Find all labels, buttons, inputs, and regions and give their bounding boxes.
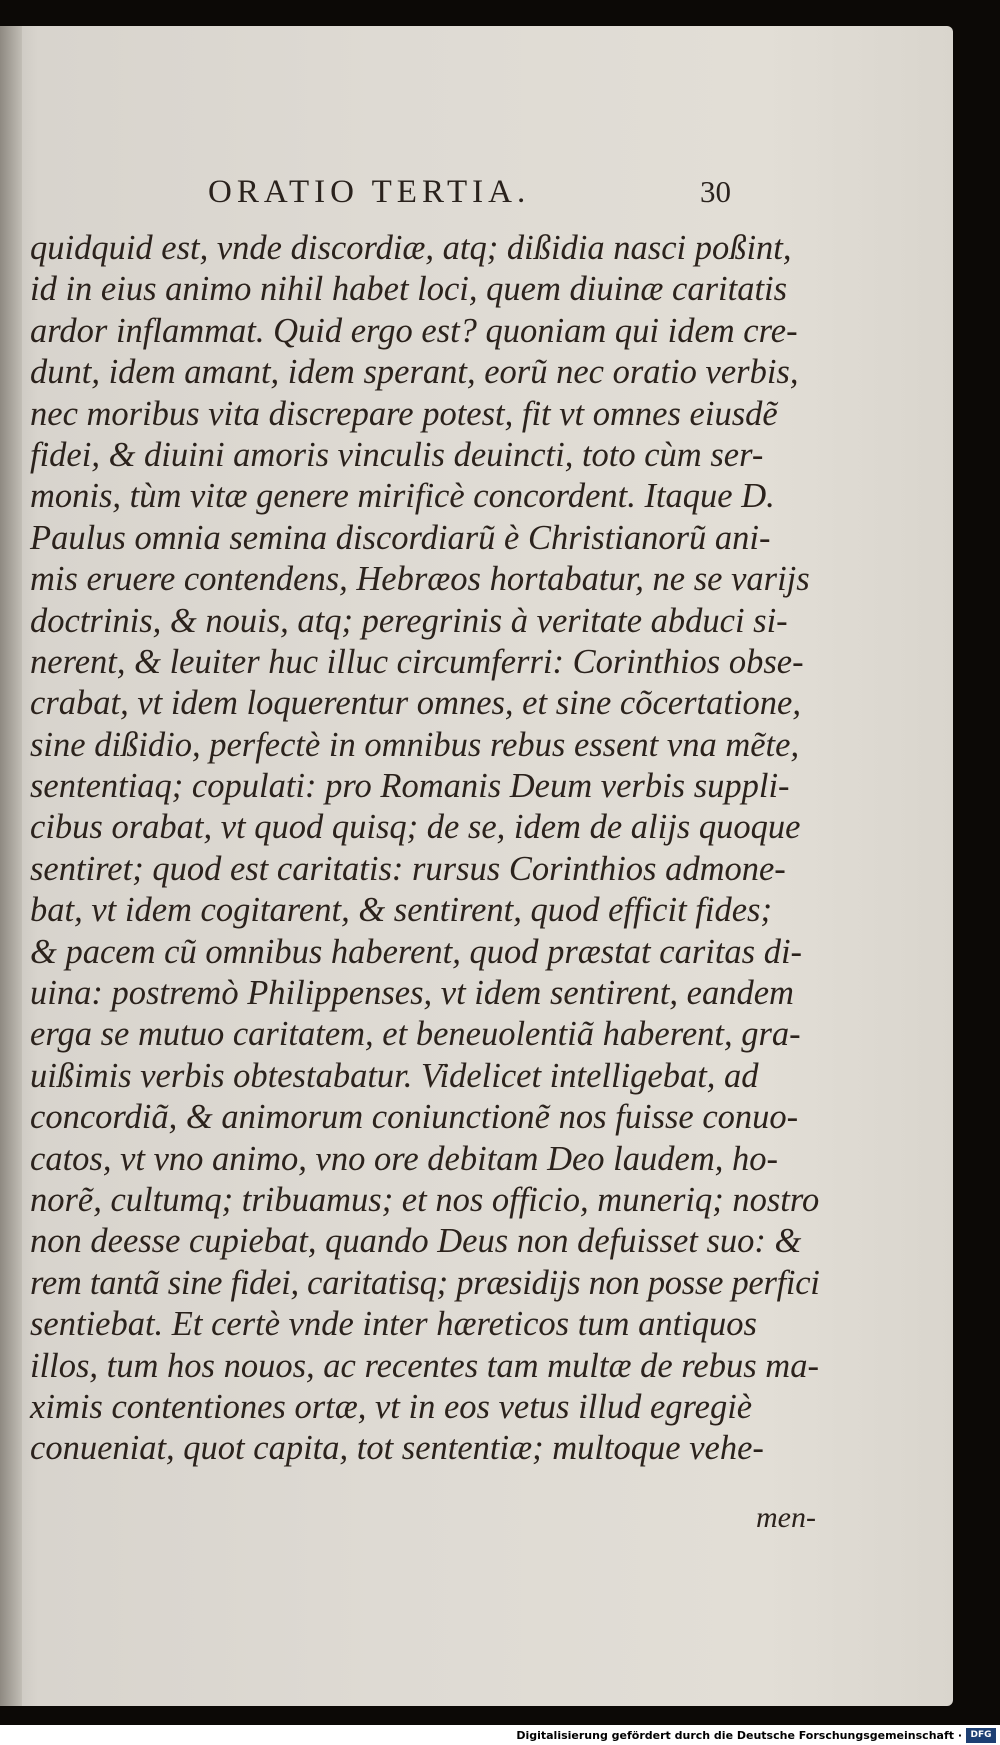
funding-credit: Digitalisierung gefördert durch die Deutsche Forschungsgemeinschaft · — [516, 1729, 962, 1742]
text-line: uißimis verbis obtestabatur. Videlicet intelligebat, ad — [30, 1056, 759, 1095]
text-line: catos, vt vno animo, vno ore debitam Deo laudem, ho- — [30, 1139, 778, 1178]
text-line: ximis contentiones ortæ, vt in eos vetus illud egregiè — [30, 1387, 753, 1426]
text-line: bat, vt idem cogitarent, & sentirent, quod efficit fides; — [30, 891, 772, 930]
text-line: norẽ, cultumq; tribuamus; et nos officio, munerіq; nostro — [30, 1180, 820, 1219]
text-line: ardor inflammat. Quid ergo est? quoniam qui idem cre- — [30, 311, 798, 350]
text-line: erga se mutuo caritatem, et beneuolentiã haberent, gra- — [30, 1015, 801, 1054]
page-gutter — [0, 26, 22, 1706]
dfg-logo: DFG — [966, 1728, 996, 1743]
body-text — [30, 228, 820, 1470]
text-line: doctrinis, & nouis, atq; peregrinis à veritate abduci si- — [30, 601, 788, 640]
text-line: nerent, & leuiter huc illuc circumferri: Corinthios obse- — [30, 642, 804, 681]
text-line: non deesse cupiebat, quando Deus non defuisset suo: & — [30, 1222, 802, 1261]
digitization-footer — [0, 1725, 1000, 1745]
text-line: cibus orabat, vt quod quisq; de se, idem de alijs quoque — [30, 808, 801, 847]
page-header — [0, 174, 953, 218]
text-line: conueniat, quot capita, tot sententiæ; multoque vehe- — [30, 1429, 764, 1468]
text-line: id in eius animo nihil habet loci, quem diuinæ caritatis — [30, 270, 788, 309]
text-line: nec moribus vita discrepare potest, fit vt omnes eiusdẽ — [30, 394, 778, 433]
running-title: ORATIO TERTIA. — [208, 174, 531, 210]
text-line: concordiã, & animorum coniunctionẽ nos fuisse conuo- — [30, 1098, 799, 1137]
text-line: sine dißidio, perfectè in omnibus rebus essent vna mẽte, — [30, 725, 800, 764]
text-line: uina: postremò Philippenses, vt idem sentirent, eandem — [30, 974, 794, 1013]
text-line: rem tantã sine fidei, caritatisq; præsidijs non posse perfici — [30, 1263, 820, 1302]
text-line: mis eruere contendens, Hebræos hortabatur, ne se varijs — [30, 560, 810, 599]
text-line: sentiebat. Et certè vnde inter hæreticos tum antiquos — [30, 1305, 757, 1344]
text-line: monis, tùm vitæ genere mirificè concordent. Itaque D. — [30, 477, 775, 516]
text-line: fidei, & diuini amoris vinculis deuincti, toto cùm ser- — [30, 435, 764, 474]
book-page — [0, 26, 953, 1706]
text-line: sententiaq; copulati: pro Romanis Deum verbis suppli- — [30, 767, 790, 806]
page-number: 30 — [700, 174, 731, 209]
text-line: Paulus omnia semina discordiarũ è Christianorũ ani- — [30, 518, 771, 557]
text-line: & pacem cũ omnibus haberent, quod præstat caritas di- — [30, 932, 803, 971]
text-line: quidquid est, vnde discordiæ, atq; dißidia nasci poßint, — [30, 229, 792, 267]
text-line: illos, tum hos nouos, ac recentes tam multæ de rebus ma- — [30, 1346, 819, 1385]
text-line: sentiret; quod est caritatis: rursus Corinthios admone- — [30, 849, 786, 888]
catchword: men- — [756, 1501, 816, 1534]
text-line: crabat, vt idem loquerentur omnes, et sine cõcertatione, — [30, 684, 801, 723]
text-line: dunt, idem amant, idem sperant, eorũ nec oratio verbis, — [30, 353, 799, 392]
